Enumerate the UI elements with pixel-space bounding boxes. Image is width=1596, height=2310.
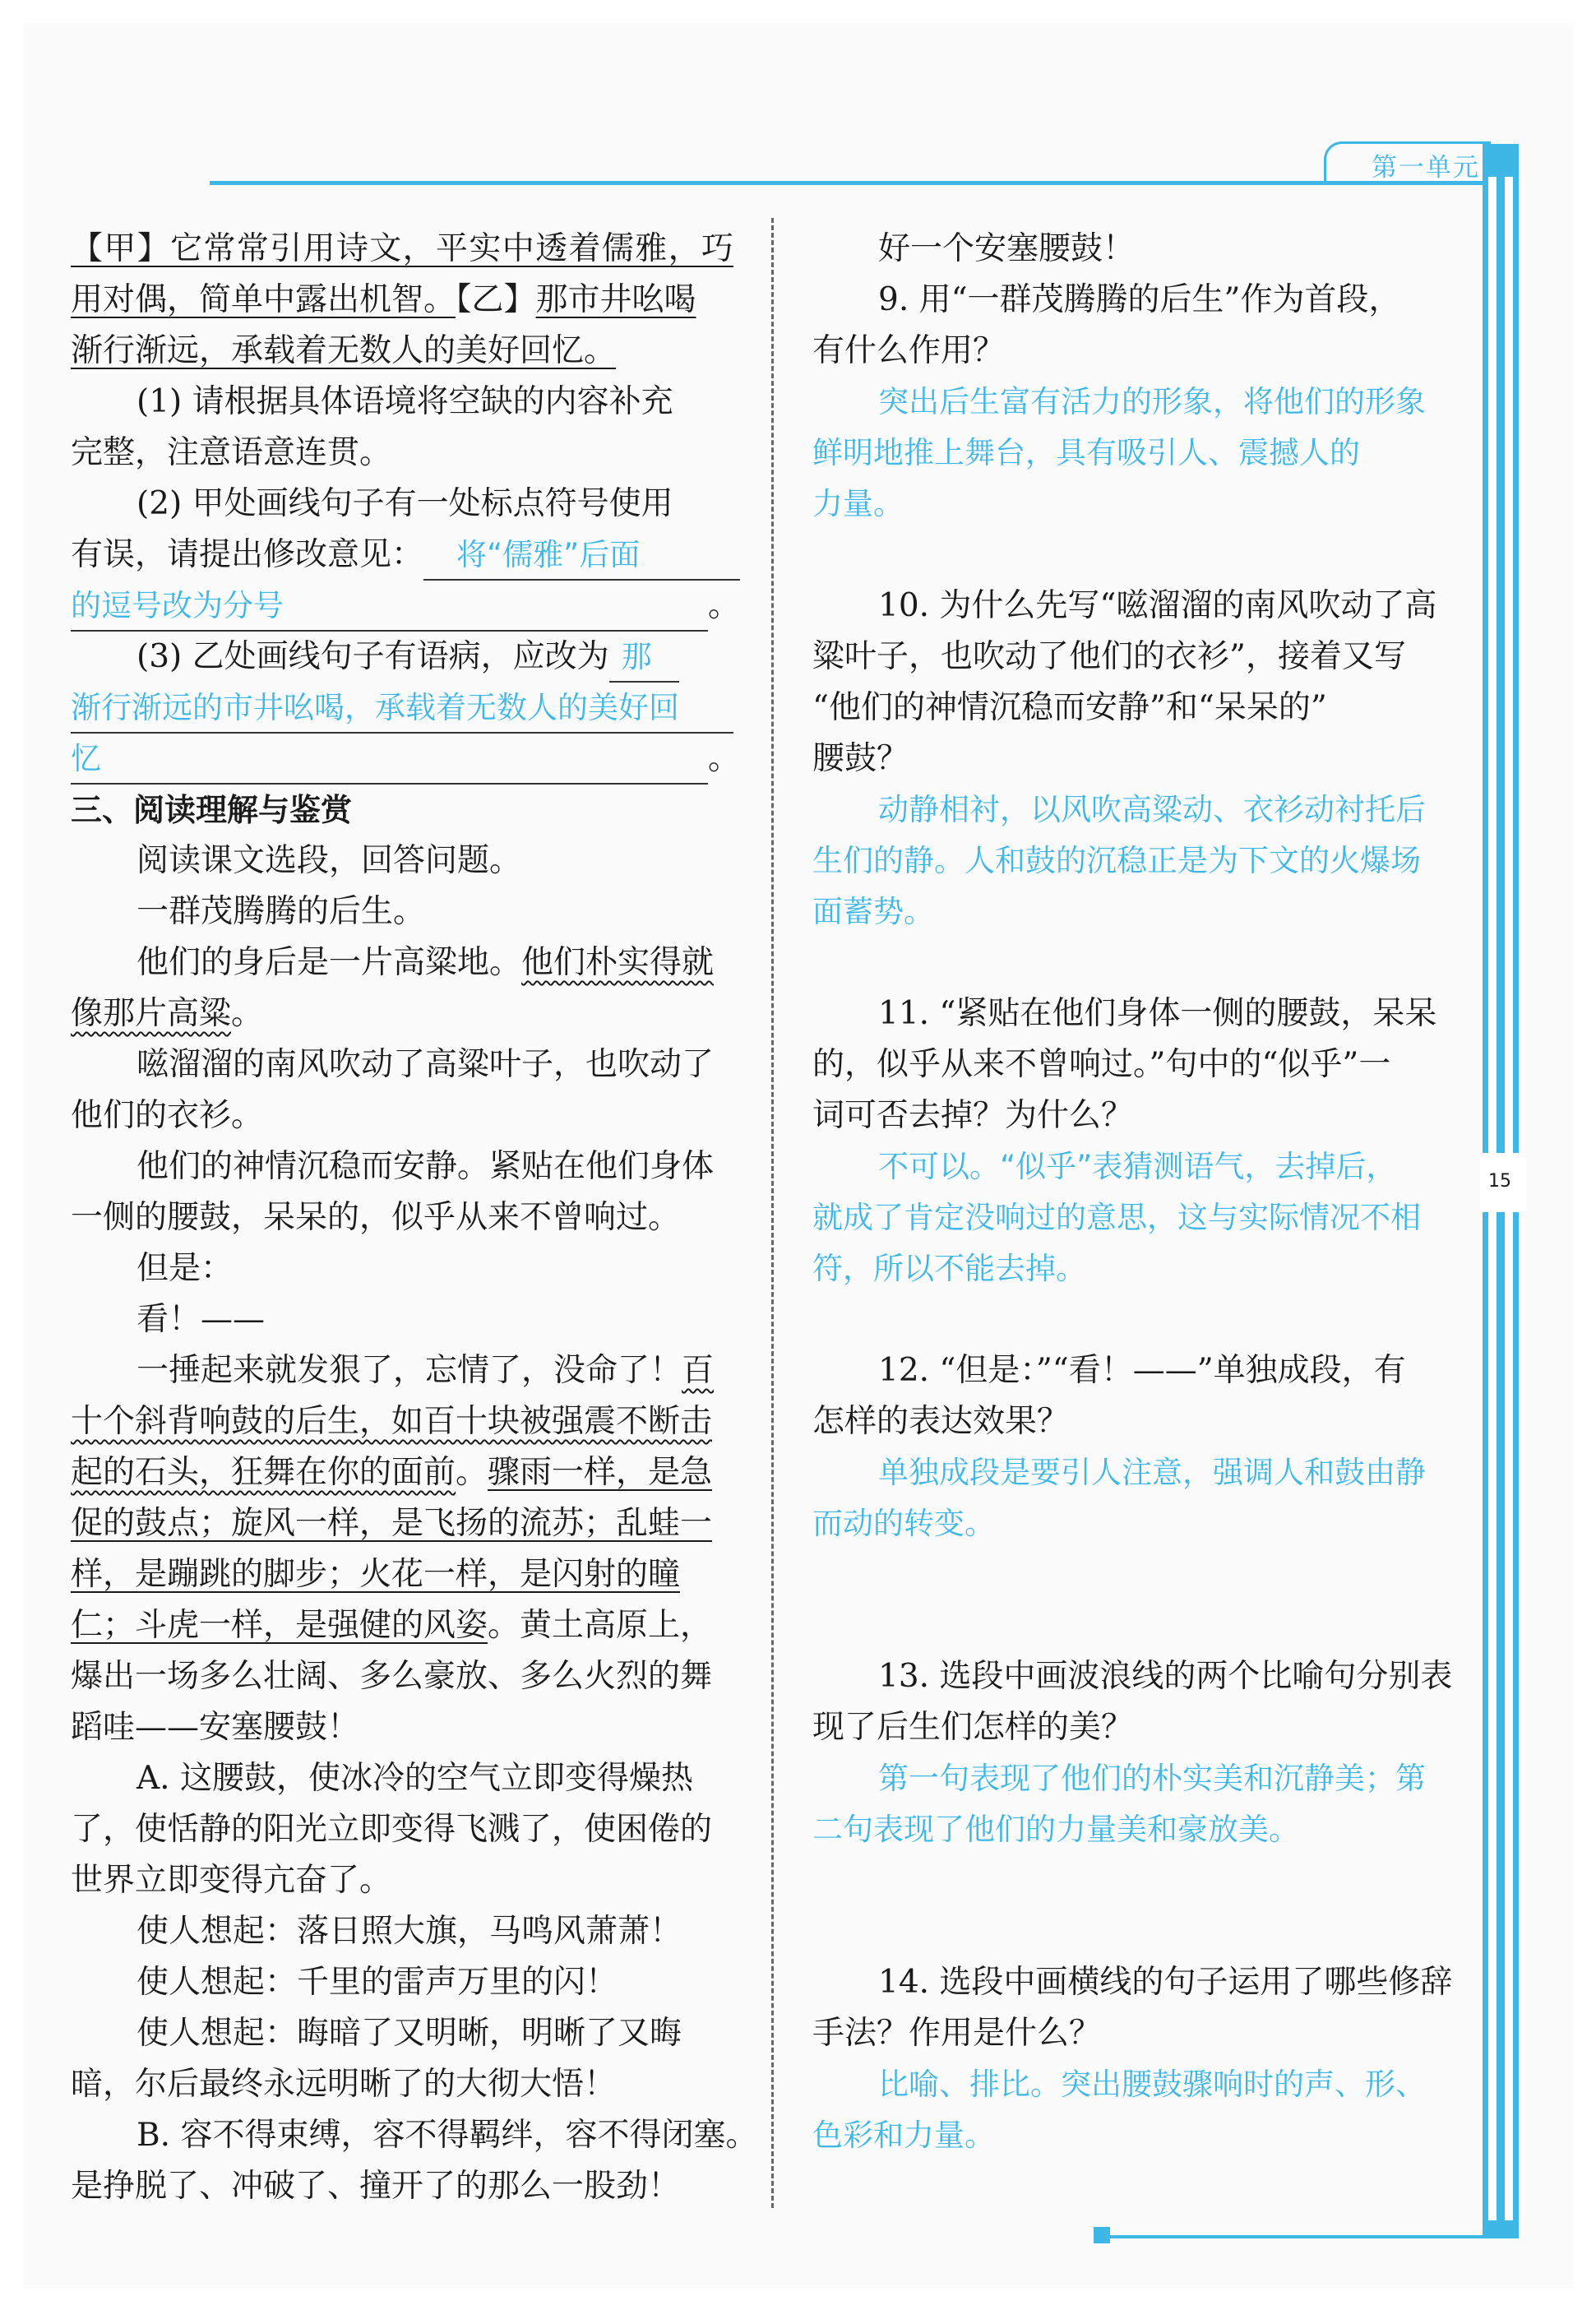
passage-line: 使人想起：晦暗了又明晰，明晰了又晦 (136, 2015, 682, 2052)
passage-line (71, 1600, 733, 1651)
question-2: (2) 甲处画线句子有一处标点符号使用 (136, 485, 673, 522)
passage-line (71, 1498, 733, 1549)
passage-line: 了，使恬静的阳光立即变得飞溅了，使困倦的 (71, 1811, 713, 1848)
passage-line (71, 1396, 733, 1447)
footer-square (1094, 2227, 1110, 2243)
wavy-simile: 像那片高粱 (71, 995, 232, 1032)
answer-space (812, 1294, 1475, 1345)
sentence-jia-end: 用对偶，简单中露出机智。 (71, 281, 456, 318)
passage-line (71, 1549, 733, 1600)
text-line (71, 683, 733, 734)
answer-11: 不可以。“似乎”表猜测语气，去掉后， (878, 1149, 1397, 1184)
answer-blank: 那 (609, 633, 679, 683)
passage-line: 暗，尔后最终永远明晰了的大彻大悟！ (71, 2066, 617, 2103)
wavy-simile: 十个斜背响鼓的后生，如百十块被强震不断击 (71, 1403, 713, 1440)
passage-line: 看！—— (136, 1301, 266, 1338)
text-line (71, 224, 733, 275)
question-14-cont: 手法？作用是什么？ (812, 2015, 1102, 2052)
question-1: (1) 请根据具体语境将空缺的内容补充 (136, 383, 673, 420)
answer-space (812, 530, 1475, 581)
passage-line: 嗞溜溜的南风吹动了高粱叶子，也吹动了 (136, 1046, 715, 1083)
label-yi: 【乙】 (456, 281, 536, 318)
answer-blank: 忆 (71, 735, 708, 785)
passage-line: 爆出一场多么壮阔、多么豪放、多么火烈的舞 (71, 1658, 713, 1695)
question-12: 12. “但是：”“看！——”单独成段，有 (878, 1352, 1406, 1389)
underlined-parallelism: 样，是蹦跳的脚步；火花一样，是闪射的瞳 (71, 1556, 681, 1593)
passage-line (71, 937, 733, 988)
page-number: 15 (1488, 1171, 1511, 1192)
passage-line: 蹈哇——安塞腰鼓！ (71, 1709, 360, 1746)
question-13: 13. 选段中画波浪线的两个比喻句分别表 (878, 1658, 1453, 1695)
answer-space (812, 1855, 1475, 1957)
passage-text: 。 (456, 1454, 488, 1491)
question-11-cont: 词可否去掉？为什么？ (812, 1097, 1134, 1134)
sentence-jia: 【甲】它常常引用诗文，平实中透着儒雅，巧 (71, 230, 733, 267)
answer-11: 就成了肯定没响过的意思，这与实际情况不相 (812, 1200, 1421, 1235)
answer-9: 鲜明地推上舞台，具有吸引人、震撼人的 (812, 435, 1360, 470)
question-10: 10. 为什么先写“嗞溜溜的南风吹动了高 (878, 587, 1437, 624)
text-line (71, 326, 733, 377)
question-10-cont: 腰鼓？ (812, 740, 909, 777)
answer-blank: 渐行渐远的市井吆喝，承载着无数人的美好回 (71, 684, 733, 734)
passage-text: 。黄土高原上， (488, 1607, 713, 1644)
answer-10: 面蓄势。 (812, 894, 934, 929)
period: 。 (708, 740, 741, 777)
passage-line: 世界立即变得亢奋了。 (71, 1862, 392, 1899)
answer-14: 色彩和力量。 (812, 2118, 995, 2153)
question-3: (3) 乙处画线句子有语病，应改为 (136, 638, 609, 675)
question-12-cont: 怎样的表达效果？ (812, 1403, 1070, 1440)
footer-rule (1106, 2235, 1519, 2238)
answer-blank: 的逗号改为分号 (71, 582, 708, 632)
question-14: 14. 选段中画横线的句子运用了哪些修辞 (878, 1964, 1453, 2001)
answer-9: 力量。 (812, 486, 904, 521)
question-10-cont: 粱叶子，也吹动了他们的衣衫”，接着又写 (812, 638, 1406, 675)
passage-line: 使人想起：千里的雷声万里的闪！ (136, 1964, 618, 2001)
sentence-yi-end: 渐行渐远，承载着无数人的美好回忆。 (71, 332, 617, 369)
passage-line: B. 容不得束缚，容不得羁绊，容不得闭塞。 (136, 2117, 758, 2154)
reading-intro: 阅读课文选段，回答问题。 (136, 842, 522, 879)
passage-text: 。 (231, 995, 264, 1032)
underlined-parallelism: 骤雨一样，是急 (488, 1454, 713, 1491)
passage-line: 但是： (136, 1250, 234, 1287)
answer-space (812, 937, 1475, 988)
answer-blank: 将“儒雅”后面 (423, 531, 740, 581)
question-13-cont: 现了后生们怎样的美？ (812, 1709, 1134, 1746)
passage-line: 使人想起：落日照大旗，马鸣风萧萧！ (136, 1913, 682, 1950)
passage-line: 一群茂腾腾的后生。 (136, 893, 426, 930)
question-2-cont: 有误，请提出修改意见： (71, 536, 424, 573)
question-10-cont: “他们的神情沉稳而安静”和“呆呆的” (812, 689, 1327, 726)
passage-line: 好一个安塞腰鼓！ (878, 230, 1136, 267)
right-column (812, 224, 1475, 2161)
question-9: 9. 用“一群茂腾腾的后生”作为首段， (878, 281, 1401, 318)
answer-12: 而动的转变。 (812, 1506, 995, 1541)
text-line (71, 275, 733, 326)
answer-9: 突出后生富有活力的形象，将他们的形象 (878, 384, 1426, 419)
passage-line: 是挣脱了、冲破了、撞开了的那么一股劲！ (71, 2168, 681, 2205)
answer-10: 生们的静。人和鼓的沉稳正是为下文的火爆场 (812, 843, 1421, 878)
column-divider (771, 218, 774, 2208)
wavy-simile: 百 (682, 1352, 715, 1389)
question-11-cont: 的，似乎从来不曾响过。”句中的“似乎”一 (812, 1046, 1391, 1083)
answer-12: 单独成段是要引人注意，强调人和鼓由静 (878, 1455, 1426, 1490)
answer-13: 第一句表现了他们的朴实美和沉静美；第 (878, 1761, 1426, 1796)
passage-line: 一侧的腰鼓，呆呆的，似乎从来不曾响过。 (71, 1199, 681, 1236)
answer-11: 符，所以不能去掉。 (812, 1251, 1086, 1286)
answer-10: 动静相衬，以风吹高粱动、衣衫动衬托后 (878, 792, 1426, 827)
answer-13: 二句表现了他们的力量美和豪放美。 (812, 1812, 1299, 1847)
passage-text: 他们的身后是一片高粱地。 (136, 944, 522, 981)
passage-line: 他们的神情沉稳而安静。紧贴在他们身体 (136, 1148, 715, 1185)
underlined-parallelism: 促的鼓点；旋风一样，是飞扬的流苏；乱蛙一 (71, 1505, 713, 1542)
passage-line (71, 988, 733, 1039)
passage-line: 他们的衣衫。 (71, 1097, 264, 1134)
text-line (71, 632, 733, 683)
question-9-cont: 有什么作用？ (812, 332, 1006, 369)
answer-14: 比喻、排比。突出腰鼓骤响时的声、形、 (878, 2067, 1426, 2102)
question-11: 11. “紧贴在他们身体一侧的腰鼓，呆呆 (878, 995, 1437, 1032)
header-rule (210, 181, 1483, 185)
text-line (71, 734, 741, 785)
passage-line (71, 1447, 733, 1498)
question-1-cont: 完整，注意语意连贯。 (71, 434, 392, 471)
wavy-simile: 起的石头，狂舞在你的面前 (71, 1454, 456, 1491)
passage-line: A. 这腰鼓，使冰冷的空气立即变得燥热 (136, 1760, 693, 1797)
passage-line (71, 1345, 733, 1396)
period: 。 (708, 587, 741, 624)
underlined-parallelism: 仁；斗虎一样，是强健的风姿 (71, 1607, 488, 1644)
unit-title: 第一单元 (1372, 153, 1480, 183)
answer-space (812, 1549, 1475, 1651)
left-column (71, 224, 758, 2212)
passage-text: 一捶起来就发狠了，忘情了，没命了！ (136, 1352, 682, 1389)
text-line (71, 581, 741, 632)
text-line (71, 530, 733, 581)
wavy-simile: 他们朴实得就 (521, 944, 715, 981)
section-title: 三、阅读理解与鉴赏 (71, 792, 353, 828)
sentence-yi: 那市井吆喝 (535, 281, 696, 318)
